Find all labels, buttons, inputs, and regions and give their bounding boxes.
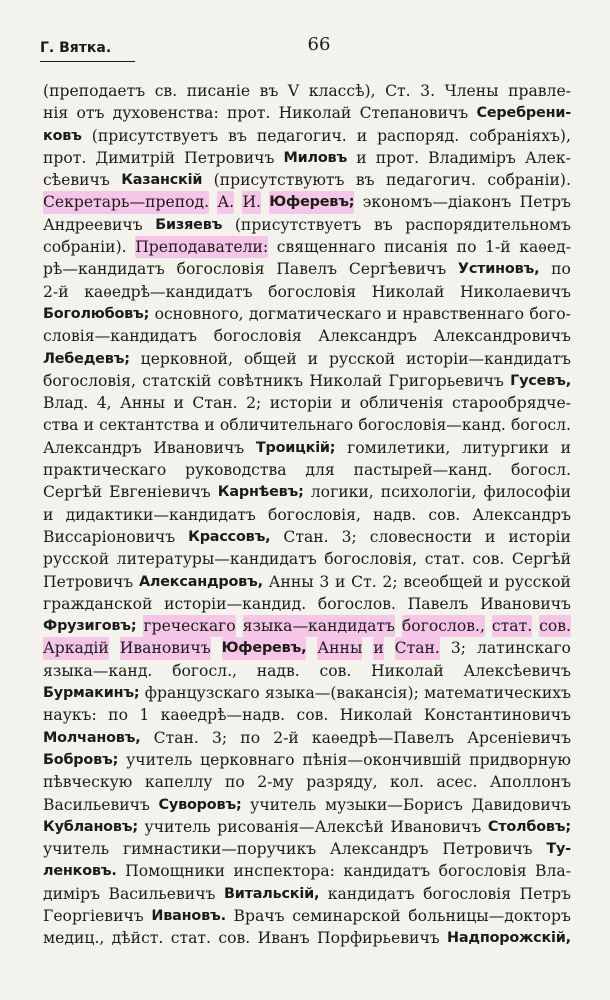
highlighted-word: Стан. [395, 637, 440, 659]
word: и [340, 394, 352, 413]
word: и [83, 416, 94, 435]
text-line [43, 147, 571, 169]
word: Алек- [524, 148, 571, 167]
word: стат. [170, 929, 212, 948]
text-line [43, 771, 571, 793]
text-line [43, 481, 571, 503]
word: и [560, 438, 571, 457]
bold-name: Боголюбовъ; [43, 305, 150, 322]
text-line [43, 414, 571, 436]
word: и [204, 416, 215, 435]
word: Димитрій [95, 148, 176, 167]
word: (преподаетъ [43, 82, 146, 100]
word: нія [43, 104, 69, 123]
word: сов. [296, 706, 329, 725]
word: словія—кандидатъ [43, 327, 198, 346]
word: Стан. [192, 394, 238, 413]
word: прот. [375, 148, 420, 167]
highlighted-word: Ивановичъ [120, 637, 211, 659]
highlighted-word: стат. [492, 615, 532, 637]
highlighted-word: богослов., [402, 615, 485, 637]
text-line [43, 236, 571, 258]
bold-name: Суворовъ; [158, 796, 242, 813]
word: старообрядче- [451, 394, 571, 413]
word: философіи [483, 483, 571, 502]
word: богословія [423, 884, 512, 903]
word: сов. [218, 929, 251, 948]
word: распоряд. [377, 126, 460, 145]
word: по [456, 238, 477, 257]
word: богословія [268, 282, 357, 301]
bold-name: Крассовъ, [188, 528, 271, 545]
word: исторіи [508, 527, 571, 546]
word: Члены [444, 82, 499, 100]
text-line [43, 437, 571, 459]
page-number: 66 [307, 34, 331, 55]
word: Павелъ [276, 260, 338, 279]
word: богословія [438, 862, 527, 881]
word: 3 [319, 572, 330, 591]
word: пѣнія—окончившій [302, 750, 462, 769]
word: богословія, [268, 505, 361, 524]
word: 3; [212, 728, 228, 747]
text-line [43, 303, 571, 325]
word: 3. [420, 82, 436, 100]
word: гражданской [43, 594, 153, 613]
word: литературы—кандидатъ [116, 550, 317, 569]
word: Виссаріоновичъ [43, 527, 176, 546]
bold-name: Александровъ, [138, 573, 263, 590]
word: Ивановичъ [480, 594, 571, 613]
word: богосл. [511, 461, 571, 480]
word: Павелъ [407, 594, 469, 613]
word: по [240, 728, 261, 747]
word: стат. [424, 550, 465, 569]
bold-name: Гусевъ, [510, 372, 571, 389]
highlighted-word: Преподаватели: [135, 236, 268, 258]
word: обличенія [359, 394, 444, 413]
word: Николай [339, 706, 413, 725]
word: богословія [176, 260, 265, 279]
word: Давидовичъ [471, 795, 571, 814]
word: разряду, [306, 773, 378, 792]
word: (присутствуетъ [91, 126, 219, 145]
bold-name: Бобровъ; [43, 751, 119, 768]
text-line [43, 571, 571, 593]
highlighted-word: сов. [539, 615, 571, 637]
word: Александровичъ [433, 327, 571, 346]
word: Петръ [519, 884, 571, 903]
text-line [43, 526, 571, 548]
word: 1 [139, 706, 150, 725]
highlighted-word: Юферевъ; [269, 191, 354, 213]
word: дѣйст. [111, 929, 164, 948]
highlighted-word: языка—кандидатъ [243, 615, 395, 637]
word: богословія, [43, 371, 136, 390]
page-header [40, 30, 570, 64]
word: собраніи). [487, 171, 571, 190]
word: исторіи—кандидатъ [406, 349, 571, 368]
word: придворную [469, 750, 571, 769]
word: латинскаго [476, 639, 571, 658]
bold-name: Бизяевъ [155, 216, 223, 233]
bold-name: Казанскій [121, 172, 203, 189]
word: Алексѣевичъ [463, 661, 571, 680]
word: сѣевичъ [43, 171, 110, 190]
word: каѳед- [519, 238, 571, 257]
highlighted-word: Юферевъ, [222, 637, 307, 659]
bold-name: Кублановъ; [43, 818, 138, 835]
word: Васильевичъ [108, 884, 216, 903]
word: Александръ [43, 438, 142, 457]
word: Анны [120, 394, 166, 413]
text-line [43, 548, 571, 570]
word: Петровичъ [43, 572, 134, 591]
word: богословія, [324, 550, 418, 569]
word: 3; [450, 639, 467, 658]
word: Николай [309, 371, 383, 390]
word: Петровичъ [442, 840, 533, 859]
bold-name: Витальскій, [223, 885, 320, 902]
word: прот. [226, 104, 271, 123]
bold-name: Ивановъ. [151, 907, 226, 924]
word: Влад. [43, 394, 89, 413]
highlighted-word: И. [242, 191, 261, 213]
word: Александръ [318, 327, 417, 346]
word: правле- [508, 82, 571, 100]
word: прот. [43, 148, 87, 167]
word: пастырей—канд. [353, 461, 493, 480]
text-line [43, 860, 571, 882]
word: и [173, 394, 184, 413]
word: сов. [428, 505, 461, 524]
word: 1-й [485, 238, 511, 257]
word: св. [154, 82, 178, 100]
word: и [386, 304, 398, 323]
word: Николай [371, 661, 444, 680]
word: всеобщей [403, 572, 483, 591]
word: учитель [250, 795, 317, 814]
word: гомилетики, [347, 438, 451, 457]
text-line [43, 838, 571, 860]
bold-name: Надпорожскій, [447, 930, 571, 947]
word: языка—(вакансія); [264, 684, 419, 703]
word: богосл., [172, 661, 237, 680]
text-line [43, 682, 571, 704]
word: церковной, [140, 349, 233, 368]
word: совѣтникъ [217, 371, 304, 390]
word: церковнаго [200, 750, 295, 769]
word: сов. [319, 661, 352, 680]
highlighted-word: греческаго [143, 615, 235, 637]
word: логики, [310, 483, 374, 502]
running-head: Г. Вятка. [40, 40, 112, 56]
bold-name: Лебедевъ; [43, 350, 130, 367]
word: по [551, 260, 571, 279]
text-line [43, 927, 571, 949]
word: учитель [43, 840, 110, 859]
word: и [485, 527, 496, 546]
word: 2-му [257, 773, 294, 792]
word: богословія [213, 327, 302, 346]
word: Владиміръ [428, 148, 516, 167]
text-line [43, 593, 571, 615]
word: въ [355, 171, 375, 190]
word: распорядительномъ [405, 215, 571, 234]
word: Сергѣевичъ [348, 260, 447, 279]
word: медиц., [43, 929, 105, 948]
word: психологіи, [380, 483, 477, 502]
word: Петръ [519, 193, 571, 212]
word: общей [243, 349, 297, 368]
word: математическихъ [424, 684, 571, 703]
text-line [43, 615, 571, 637]
word: Николай [278, 104, 352, 123]
word: Анны [268, 572, 314, 591]
word: Иванъ [257, 929, 310, 948]
word: по [224, 773, 245, 792]
word: Аполлонъ [489, 773, 571, 792]
word: дидактики—кандидатъ [65, 505, 256, 524]
word: писаніе [186, 82, 251, 100]
word: руководства [185, 461, 287, 480]
word: въ [373, 215, 393, 234]
word: Григорьевичъ [388, 371, 504, 390]
bold-name: ленковъ. [43, 863, 117, 880]
word: пѣвческую [43, 773, 133, 792]
word: исторіи [269, 394, 333, 413]
word: инспектора: [233, 862, 335, 881]
word: литургики [462, 438, 549, 457]
word: 2-й [273, 728, 299, 747]
word: Васильевичъ [43, 795, 150, 814]
word: французскаго [144, 684, 260, 703]
word: священнаго [276, 238, 376, 257]
word: сов. [472, 550, 505, 569]
word: Стан. [283, 527, 329, 546]
word: Ст. [351, 572, 377, 591]
word: Сергѣй [43, 483, 103, 502]
word: обличительнаго [219, 416, 354, 435]
text-line [43, 749, 571, 771]
highlighted-word: Анны [317, 637, 362, 659]
text-line [43, 392, 571, 414]
word: и [488, 572, 500, 591]
word: Николай [371, 282, 445, 301]
word: педагогич. [386, 171, 476, 190]
text-line [43, 459, 571, 481]
word: 2; [382, 572, 398, 591]
bold-name: Устиновъ, [457, 261, 540, 278]
word: статскій [142, 371, 212, 390]
word: и [307, 349, 319, 368]
word: нравственнаго [402, 304, 524, 323]
text-line [43, 125, 571, 147]
word: русской [43, 550, 110, 569]
word: V [287, 82, 300, 100]
bold-name: ковъ [43, 127, 82, 144]
text-line [43, 637, 571, 659]
text-line [43, 325, 571, 347]
bold-name: Молчановъ, [43, 729, 141, 746]
bold-name: Троицкій; [255, 439, 336, 456]
bold-name: Ту- [546, 841, 571, 858]
word: Порфирьевичъ [317, 929, 440, 948]
text-line [43, 348, 571, 370]
text-line [43, 704, 571, 726]
word: асес. [436, 773, 478, 792]
word: надв. [256, 661, 300, 680]
word: Помощники [125, 862, 226, 881]
word: экономъ—діаконъ [362, 193, 512, 212]
bold-name: Карнѣевъ; [217, 484, 304, 501]
word: исторіи—кандид. [164, 594, 307, 613]
word: каѳедрѣ—надв. [160, 706, 286, 725]
word: и [356, 126, 368, 145]
word: практическаго [43, 461, 167, 480]
word: Евгеніевичъ [109, 483, 211, 502]
word: Вла- [535, 862, 571, 881]
word: для [305, 461, 335, 480]
word: Петровичъ [184, 148, 275, 167]
highlighted-word: А. [217, 191, 234, 213]
word: наукъ: [43, 706, 97, 725]
text-line [43, 258, 571, 280]
word: гимнастики—поручикъ [122, 840, 317, 859]
word: собраніяхъ), [469, 126, 571, 145]
highlighted-word: Секретарь—препод. [43, 191, 209, 213]
word: рисованія—Алексѣй [217, 817, 384, 836]
word: сектантства [99, 416, 200, 435]
word: кандидатъ [327, 884, 415, 903]
word: и [335, 572, 346, 591]
word: капеллу [144, 773, 213, 792]
bold-name: Миловъ [283, 149, 348, 166]
word: Врачъ [233, 906, 285, 925]
bold-name: Серебрени- [476, 105, 571, 122]
word: и [356, 148, 367, 167]
text-line [43, 214, 571, 236]
word: Арсеніевичъ [467, 728, 571, 747]
word: учитель [144, 817, 211, 836]
word: 3; [341, 527, 357, 546]
word: Ивановичъ [153, 438, 245, 457]
word: кандидатъ [343, 862, 431, 881]
word: Александръ [472, 505, 571, 524]
text-line [43, 102, 571, 124]
text-line [43, 80, 571, 102]
word: ства [43, 416, 79, 435]
word: больницы—докторъ [408, 906, 571, 925]
word: 2-й [43, 282, 69, 301]
text-line [43, 504, 571, 526]
text-line [43, 794, 571, 816]
word: 4, [96, 394, 112, 413]
text-line [43, 905, 571, 927]
text-line [43, 191, 571, 213]
bold-name: Фрузиговъ; [43, 618, 137, 635]
text-line [43, 370, 571, 392]
word: диміръ [43, 884, 101, 903]
word: музыки—Борисъ [324, 795, 463, 814]
word: Ст. [385, 82, 411, 100]
word: въ [228, 126, 247, 145]
word: Стан. [153, 728, 199, 747]
word: Ивановичъ [390, 817, 482, 836]
word: словесности [369, 527, 473, 546]
word: Константиновичъ [423, 706, 571, 725]
word: (присутствуютъ [213, 171, 345, 190]
word: догматическаго [248, 304, 382, 323]
word: писанія [384, 238, 449, 257]
word: по [108, 706, 128, 725]
word: надв. [373, 505, 417, 524]
word: классѣ), [308, 82, 376, 100]
text-line [43, 660, 571, 682]
word: собраніи). [43, 238, 127, 257]
word: русской [328, 349, 396, 368]
highlighted-word: Аркадій [43, 637, 109, 659]
text-line [43, 281, 571, 303]
word: богословія—канд. [358, 416, 506, 435]
word: Александръ [329, 840, 429, 859]
word: Николаевичъ [460, 282, 571, 301]
body-text [43, 80, 571, 950]
word: основного, [154, 304, 244, 323]
word: языка—канд. [43, 661, 153, 680]
word: въ [259, 82, 279, 100]
text-line [43, 169, 571, 191]
highlighted-word: и [373, 637, 383, 659]
running-head-underline [40, 61, 135, 62]
bold-name: Столбовъ; [487, 818, 571, 835]
word: русской [504, 572, 571, 591]
word: кол. [390, 773, 424, 792]
word: богослов. [317, 594, 396, 613]
bold-name: Бурмакинъ; [43, 685, 140, 702]
word: рѣ—кандидатъ [43, 260, 165, 279]
word: (присутствуетъ [234, 215, 362, 234]
word: духовенства: [112, 104, 219, 123]
word: и [43, 505, 54, 524]
word: семинарской [292, 906, 401, 925]
word: Андреевичъ [43, 215, 143, 234]
word: Георгіевичъ [43, 906, 144, 925]
word: бого- [529, 304, 571, 323]
text-line [43, 816, 571, 838]
text-line [43, 727, 571, 749]
word: Степановичъ [359, 104, 469, 123]
word: каѳедрѣ—кандидатъ [84, 282, 253, 301]
word: учитель [126, 750, 193, 769]
word: каѳедрѣ—Павелъ [311, 728, 455, 747]
word: отъ [76, 104, 105, 123]
word: богосл. [511, 416, 571, 435]
word: 2; [246, 394, 262, 413]
word: педагогич. [256, 126, 347, 145]
word: Сергѣй [511, 550, 571, 569]
text-line [43, 883, 571, 905]
